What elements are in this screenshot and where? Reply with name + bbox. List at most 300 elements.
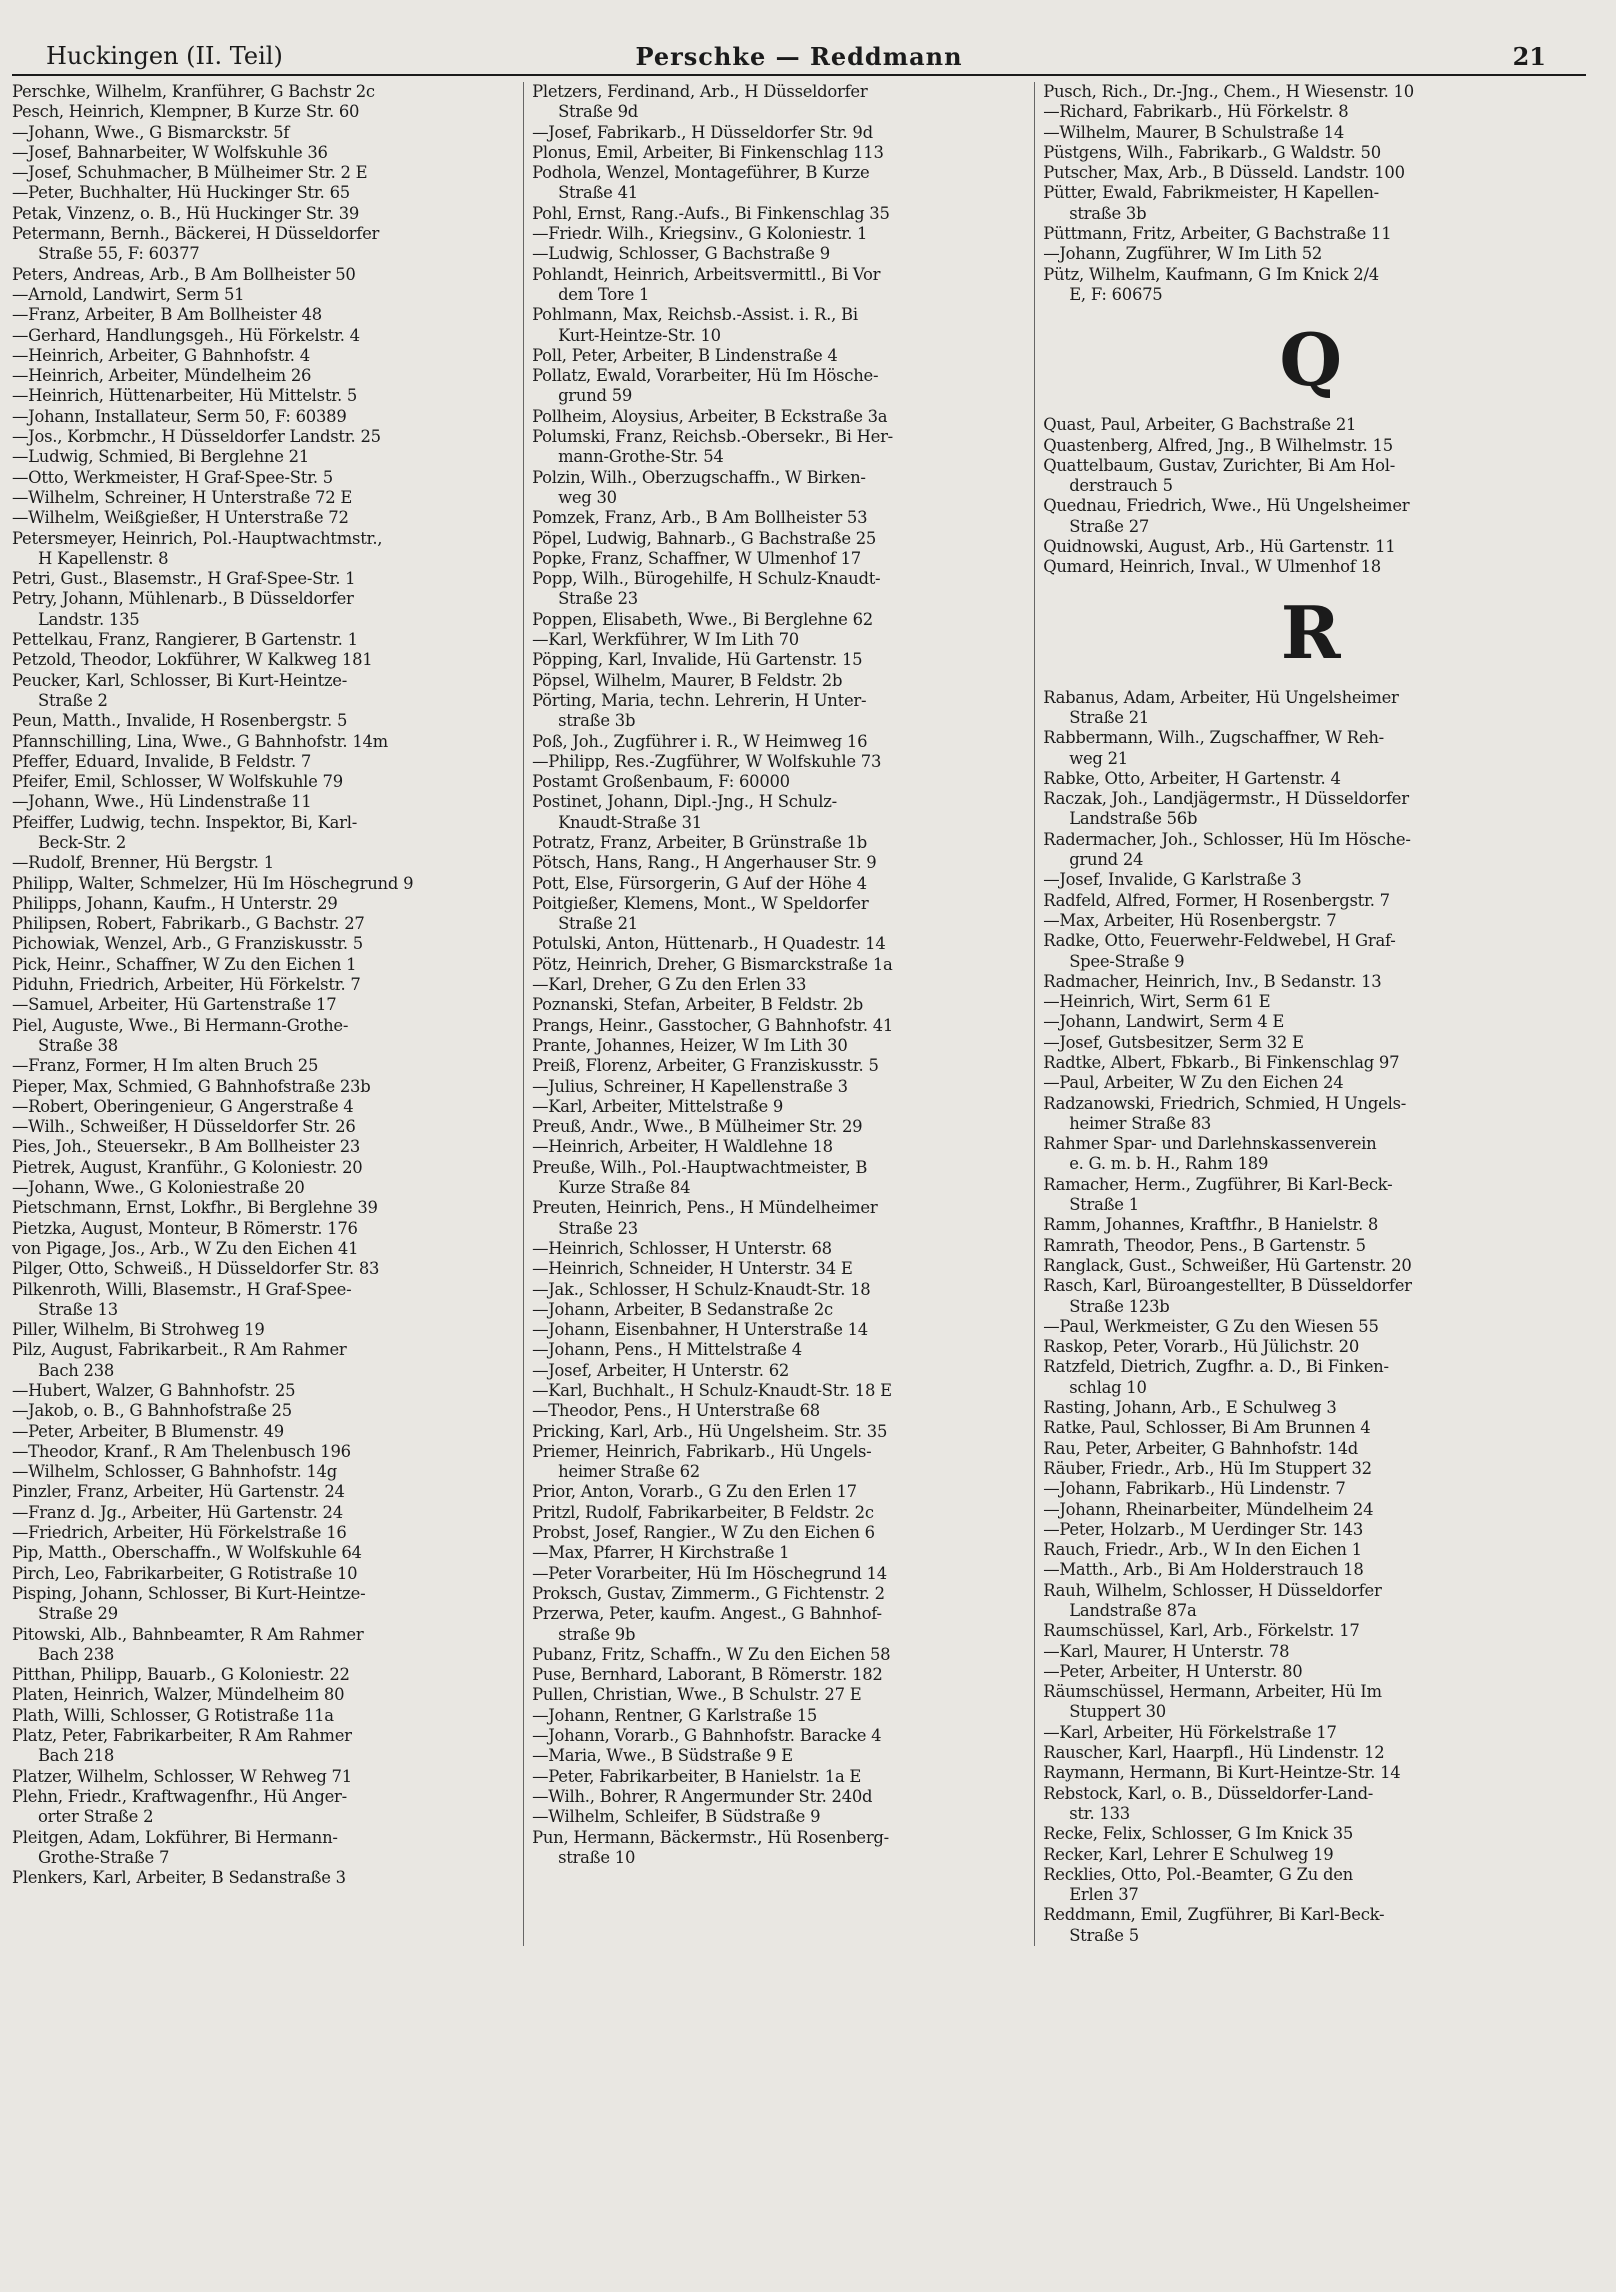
directory-entry: [532, 1401, 1026, 1421]
directory-entry: [532, 610, 1026, 630]
entry-continuation: straße 9b: [558, 1624, 636, 1644]
entry-line: —Jak., Schlosser, H Schulz-Knaudt-Str. 18: [532, 1279, 871, 1299]
directory-entry: [1043, 143, 1578, 163]
entry-line: Pies, Joh., Steuersekr., B Am Bollheister 23: [12, 1137, 361, 1157]
directory-entry: [12, 1828, 515, 1869]
page-number: 21: [1512, 42, 1546, 71]
entry-continuation: schlag 10: [1069, 1377, 1147, 1397]
entry-line: Philipp, Walter, Schmelzer, Hü Im Höschegrund 9: [12, 873, 414, 893]
entry-continuation: mann-Grothe-Str. 54: [558, 447, 724, 467]
entry-line: Pöpping, Karl, Invalide, Hü Gartenstr. 15: [532, 650, 863, 670]
entry-line: Pomzek, Franz, Arb., B Am Bollheister 53: [532, 508, 868, 528]
entry-line: Pietzka, August, Monteur, B Römerstr. 176: [12, 1218, 358, 1238]
directory-entry: [532, 833, 1026, 853]
directory-entry: [12, 934, 515, 954]
entry-line: —Heinrich, Arbeiter, H Waldlehne 18: [532, 1137, 833, 1157]
entry-line: —Wilhelm, Schleifer, B Südstraße 9: [532, 1807, 821, 1827]
directory-entry: [12, 488, 515, 508]
directory-entry: [532, 1097, 1026, 1117]
entry-continuation: Straße 1: [1069, 1195, 1139, 1215]
entry-continuation: Grothe-Straße 7: [38, 1847, 170, 1867]
entry-line: —Friedr. Wilh., Kriegsinv., G Koloniestr. 1: [532, 224, 868, 244]
entry-line: —Rudolf, Brenner, Hü Bergstr. 1: [12, 853, 274, 873]
running-head-left: Huckingen (II. Teil): [46, 42, 283, 70]
directory-entry: [532, 529, 1026, 549]
directory-entry: [532, 549, 1026, 569]
entry-line: Quastenberg, Alfred, Jng., B Wilhelmstr. 15: [1043, 435, 1393, 455]
directory-entry: [12, 1016, 515, 1057]
directory-entry: [12, 82, 515, 102]
entry-line: Ramacher, Herm., Zugführer, Bi Karl-Beck-: [1043, 1174, 1393, 1194]
entry-continuation: Erlen 37: [1069, 1885, 1139, 1905]
entry-line: Pun, Hermann, Bäckermstr., Hü Rosenberg-: [532, 1827, 889, 1847]
entry-line: Rasting, Johann, Arb., E Schulweg 3: [1043, 1398, 1337, 1418]
entry-line: Potulski, Anton, Hüttenarb., H Quadestr. 14: [532, 934, 886, 954]
entry-continuation: Straße 13: [38, 1299, 118, 1319]
directory-entry: [1043, 1560, 1578, 1580]
entry-line: Pesch, Heinrich, Klempner, B Kurze Str. 60: [12, 102, 360, 122]
entry-line: —Paul, Arbeiter, W Zu den Eichen 24: [1043, 1073, 1344, 1093]
entry-line: Ratzfeld, Dietrich, Zugfhr. a. D., Bi Finken-: [1043, 1357, 1389, 1377]
entry-continuation: Straße 23: [558, 589, 638, 609]
entry-line: Raumschüssel, Karl, Arb., Förkelstr. 17: [1043, 1621, 1360, 1641]
directory-entry: [12, 204, 515, 224]
entry-line: Petermann, Bernh., Bäckerei, H Düsseldorfer: [12, 224, 380, 244]
directory-entry: [12, 1665, 515, 1685]
directory-entry: [532, 1280, 1026, 1300]
directory-entry: [12, 874, 515, 894]
directory-entry: [12, 1503, 515, 1523]
directory-entry: [532, 569, 1026, 610]
entry-line: —Otto, Werkmeister, H Graf-Spee-Str. 5: [12, 467, 333, 487]
directory-entry: [532, 792, 1026, 833]
entry-line: —Theodor, Kranf., R Am Thelenbusch 196: [12, 1441, 351, 1461]
directory-entry: [1043, 1784, 1578, 1825]
directory-entry: [12, 1381, 515, 1401]
directory-entry: [12, 975, 515, 995]
directory-entry: [1043, 1642, 1578, 1662]
entry-continuation: Spee-Straße 9: [1069, 951, 1185, 971]
directory-entry: [532, 1523, 1026, 1543]
entry-line: Rauscher, Karl, Haarpfl., Hü Lindenstr. 12: [1043, 1743, 1385, 1763]
entry-line: —Josef, Schuhmacher, B Mülheimer Str. 2 E: [12, 163, 368, 183]
entry-line: Pullen, Christian, Wwe., B Schulstr. 27 E: [532, 1685, 862, 1705]
entry-line: Philipsen, Robert, Fabrikarb., G Bachstr. 27: [12, 914, 365, 934]
directory-entry: [12, 650, 515, 670]
directory-entry: [12, 1787, 515, 1828]
directory-entry: [12, 1442, 515, 1462]
directory-entry: [532, 468, 1026, 509]
entry-line: Piduhn, Friedrich, Arbeiter, Hü Förkelstr. 7: [12, 975, 361, 995]
directory-entry: [12, 447, 515, 467]
entry-line: Quast, Paul, Arbeiter, G Bachstraße 21: [1043, 415, 1357, 435]
entry-line: Pötsch, Hans, Rang., H Angerhauser Str. 9: [532, 853, 877, 873]
directory-entry: [532, 1300, 1026, 1320]
directory-entry: [532, 1056, 1026, 1076]
entry-line: Rauch, Friedr., Arb., W In den Eichen 1: [1043, 1540, 1362, 1560]
directory-entry: [12, 1543, 515, 1563]
entry-line: Reddmann, Emil, Zugführer, Bi Karl-Beck-: [1043, 1905, 1385, 1925]
directory-entry: [532, 82, 1026, 123]
directory-entry: [1043, 415, 1578, 435]
entry-line: —Paul, Werkmeister, G Zu den Wiesen 55: [1043, 1316, 1379, 1336]
entry-line: Pleitgen, Adam, Lokführer, Bi Hermann-: [12, 1827, 338, 1847]
directory-entry: [12, 1340, 515, 1381]
directory-entry: [12, 183, 515, 203]
directory-entry: [1043, 870, 1578, 890]
directory-entry: [532, 508, 1026, 528]
entry-line: Pip, Matth., Oberschaffn., W Wolfskuhle 64: [12, 1543, 362, 1563]
entry-continuation: Straße 5: [1069, 1925, 1139, 1945]
entry-line: Recklies, Otto, Pol.-Beamter, G Zu den: [1043, 1864, 1353, 1884]
entry-line: Philipps, Johann, Kaufm., H Unterstr. 29: [12, 893, 338, 913]
column-2: [523, 82, 1035, 1946]
entry-line: Pott, Else, Fürsorgerin, G Auf der Höhe 4: [532, 873, 867, 893]
entry-continuation: Straße 38: [38, 1035, 118, 1055]
directory-entry: [532, 1726, 1026, 1746]
directory-entry: [1043, 1581, 1578, 1622]
entry-line: Petri, Gust., Blasemstr., H Graf-Spee-Str. 1: [12, 569, 356, 589]
directory-entry: [1043, 456, 1578, 497]
entry-line: Radermacher, Joh., Schlosser, Hü Im Hösche-: [1043, 829, 1411, 849]
entry-line: —Johann, Rheinarbeiter, Mündelheim 24: [1043, 1499, 1374, 1519]
entry-line: Pitowski, Alb., Bahnbeamter, R Am Rahmer: [12, 1624, 364, 1644]
entry-line: Ranglack, Gust., Schweißer, Hü Gartenstr. 20: [1043, 1255, 1412, 1275]
entry-line: Pfannschilling, Lina, Wwe., G Bahnhofstr. 14m: [12, 731, 388, 751]
entry-line: Rauh, Wilhelm, Schlosser, H Düsseldorfer: [1043, 1580, 1382, 1600]
entry-line: Quidnowski, August, Arb., Hü Gartenstr. 11: [1043, 537, 1396, 557]
directory-entry: [532, 346, 1026, 366]
directory-entry: [12, 163, 515, 183]
directory-entry: [12, 1584, 515, 1625]
entry-line: Poitgießer, Klemens, Mont., W Speldorfer: [532, 893, 869, 913]
entry-line: —Johann, Vorarb., G Bahnhofstr. Baracke 4: [532, 1726, 882, 1746]
directory-entry: [532, 1665, 1026, 1685]
directory-entry: [12, 123, 515, 143]
directory-entry: [532, 1442, 1026, 1483]
directory-entry: [532, 1077, 1026, 1097]
entry-continuation: Straße 123b: [1069, 1296, 1170, 1316]
directory-entry: [532, 1584, 1026, 1604]
entry-line: Ramrath, Theodor, Pens., B Gartenstr. 5: [1043, 1235, 1366, 1255]
directory-entry: [532, 244, 1026, 264]
directory-entry: [12, 1259, 515, 1279]
entry-line: —Gerhard, Handlungsgeh., Hü Förkelstr. 4: [12, 325, 360, 345]
directory-entry: [1043, 992, 1578, 1012]
entry-line: Piller, Wilhelm, Bi Strohweg 19: [12, 1320, 265, 1340]
entry-continuation: dem Tore 1: [558, 284, 650, 304]
entry-line: —Peter, Buchhalter, Hü Huckinger Str. 65: [12, 183, 350, 203]
directory-entry: [532, 123, 1026, 143]
entry-line: Postamt Großenbaum, F: 60000: [532, 772, 790, 792]
entry-line: Rabbermann, Wilh., Zugschaffner, W Reh-: [1043, 728, 1384, 748]
entry-continuation: Straße 21: [558, 914, 638, 934]
entry-continuation: Straße 21: [1069, 707, 1150, 727]
entry-line: —Wilh., Bohrer, R Angermunder Str. 240d: [532, 1786, 873, 1806]
directory-entry: [1043, 1236, 1578, 1256]
entry-continuation: H Kapellenstr. 8: [38, 548, 169, 568]
directory-entry: [12, 102, 515, 122]
entry-line: Popp, Wilh., Bürogehilfe, H Schulz-Knaudt-: [532, 569, 881, 589]
entry-line: —Maria, Wwe., B Südstraße 9 E: [532, 1746, 793, 1766]
entry-line: Pohl, Ernst, Rang.-Aufs., Bi Finkenschlag 35: [532, 203, 890, 223]
entry-line: —Heinrich, Hüttenarbeiter, Hü Mittelstr. 5: [12, 386, 358, 406]
directory-entry: [532, 1807, 1026, 1827]
entry-line: —Johann, Fabrikarb., Hü Lindenstr. 7: [1043, 1479, 1346, 1499]
directory-entry: [12, 711, 515, 731]
entry-line: Prante, Johannes, Heizer, W Im Lith 30: [532, 1035, 848, 1055]
directory-entry: [532, 204, 1026, 224]
entry-line: Pfeifer, Emil, Schlosser, W Wolfskuhle 79: [12, 772, 343, 792]
entry-line: Quednau, Friedrich, Wwe., Hü Ungelsheimer: [1043, 496, 1410, 516]
directory-entry: [12, 1706, 515, 1726]
entry-line: Radtke, Albert, Fbkarb., Bi Finkenschlag 97: [1043, 1052, 1400, 1072]
entry-line: Radmacher, Heinrich, Inv., B Sedanstr. 13: [1043, 971, 1382, 991]
directory-entry: [1043, 830, 1578, 871]
directory-entry: [1043, 1418, 1578, 1438]
entry-line: Polzin, Wilh., Oberzugschaffn., W Birken-: [532, 467, 866, 487]
entry-line: —Theodor, Pens., H Unterstraße 68: [532, 1401, 820, 1421]
entry-line: —Arnold, Landwirt, Serm 51: [12, 284, 245, 304]
entry-line: Räuber, Friedr., Arb., Hü Im Stuppert 32: [1043, 1458, 1372, 1478]
running-head-center: Perschke — Reddmann: [635, 42, 963, 71]
entry-line: Platen, Heinrich, Walzer, Mündelheim 80: [12, 1685, 345, 1705]
directory-entry: [12, 468, 515, 488]
directory-entry: [532, 1767, 1026, 1787]
entry-line: Perschke, Wilhelm, Kranführer, G Bachstr 2c: [12, 82, 375, 101]
directory-entry: [1043, 1479, 1578, 1499]
directory-entry: [1043, 1520, 1578, 1540]
directory-entry: [1043, 1763, 1578, 1783]
entry-line: Plath, Willi, Schlosser, G Rotistraße 11a: [12, 1705, 334, 1725]
directory-entry: [12, 508, 515, 528]
entry-line: Recke, Felix, Schlosser, G Im Knick 35: [1043, 1824, 1354, 1844]
directory-entry: [1043, 1398, 1578, 1418]
directory-entry: [1043, 436, 1578, 456]
directory-entry: [12, 1726, 515, 1767]
directory-entry: [1043, 1439, 1578, 1459]
entry-line: Pisping, Johann, Schlosser, Bi Kurt-Heintze-: [12, 1583, 366, 1603]
entry-line: —Friedrich, Arbeiter, Hü Förkelstraße 16: [12, 1523, 347, 1543]
directory-entry: [1043, 1033, 1578, 1053]
entry-continuation: straße 10: [558, 1847, 636, 1867]
directory-entry: [532, 366, 1026, 407]
directory-entry: [532, 853, 1026, 873]
entry-line: —Matth., Arb., Bi Am Holderstrauch 18: [1043, 1560, 1364, 1580]
entry-line: Petak, Vinzenz, o. B., Hü Huckinger Str. 39: [12, 203, 360, 223]
directory-entry: [1043, 265, 1578, 306]
entry-line: Preiß, Florenz, Arbeiter, G Franziskusstr. 5: [532, 1056, 879, 1076]
directory-entry: [532, 1503, 1026, 1523]
entry-continuation: Straße 23: [558, 1218, 638, 1238]
entry-line: Plenkers, Karl, Arbeiter, B Sedanstraße 3: [12, 1868, 346, 1888]
directory-entry: [1043, 1723, 1578, 1743]
directory-entry: [1043, 1094, 1578, 1135]
directory-entry: [532, 1158, 1026, 1199]
entry-line: —Heinrich, Arbeiter, G Bahnhofstr. 4: [12, 345, 310, 365]
entry-line: Prangs, Heinr., Gasstocher, G Bahnhofstr. 41: [532, 1015, 894, 1035]
directory-entry: [532, 772, 1026, 792]
column-3: [1035, 82, 1586, 1946]
directory-entry: [532, 1361, 1026, 1381]
directory-entry: [532, 995, 1026, 1015]
entry-line: Pilz, August, Fabrikarbeit., R Am Rahmer: [12, 1340, 347, 1360]
directory-entry: [532, 163, 1026, 204]
entry-line: Poll, Peter, Arbeiter, B Lindenstraße 4: [532, 345, 838, 365]
directory-entry: [532, 732, 1026, 752]
directory-entry: [1043, 1317, 1578, 1337]
entry-line: Postinet, Johann, Dipl.-Jng., H Schulz-: [532, 792, 837, 812]
directory-entry: [1043, 1865, 1578, 1906]
entry-line: Rabanus, Adam, Arbeiter, Hü Ungelsheimer: [1043, 687, 1399, 707]
directory-entry: [12, 326, 515, 346]
entry-line: Pritzl, Rudolf, Fabrikarbeiter, B Feldstr. 2c: [532, 1502, 874, 1522]
entry-line: —Johann, Rentner, G Karlstraße 15: [532, 1705, 818, 1725]
directory-entry: [1043, 1682, 1578, 1723]
entry-line: Polumski, Franz, Reichsb.-Obersekr., Bi Her-: [532, 427, 893, 447]
directory-entry: [12, 853, 515, 873]
directory-entry: [12, 265, 515, 285]
entry-line: Raymann, Hermann, Bi Kurt-Heintze-Str. 14: [1043, 1763, 1401, 1783]
directory-entry: [12, 1462, 515, 1482]
entry-continuation: Straße 2: [38, 690, 108, 710]
entry-line: —Robert, Oberingenieur, G Angerstraße 4: [12, 1096, 354, 1116]
directory-entry: [12, 630, 515, 650]
directory-entry: [12, 1280, 515, 1321]
entry-continuation: straße 3b: [1069, 203, 1147, 223]
entry-line: —Jos., Korbmchr., H Düsseldorfer Landstr. 25: [12, 427, 381, 447]
directory-entry: [1043, 1134, 1578, 1175]
directory-entry: [12, 224, 515, 265]
directory-entry: [532, 894, 1026, 935]
entry-line: Rabke, Otto, Arbeiter, H Gartenstr. 4: [1043, 768, 1341, 788]
entry-line: Quattelbaum, Gustav, Zurichter, Bi Am Hol-: [1043, 455, 1396, 475]
entry-line: Puse, Bernhard, Laborant, B Römerstr. 182: [532, 1665, 883, 1685]
entry-line: —Wilhelm, Schlosser, G Bahnhofstr. 14g: [12, 1462, 337, 1482]
directory-entry: [12, 1320, 515, 1340]
entry-line: Pietschmann, Ernst, Lokfhr., Bi Berglehne 39: [12, 1198, 378, 1218]
directory-entry: [1043, 728, 1578, 769]
entry-line: Priemer, Heinrich, Fabrikarb., Hü Ungels-: [532, 1441, 872, 1461]
directory-entry: [1043, 1743, 1578, 1763]
directory-entry: [1043, 769, 1578, 789]
entry-line: —Max, Pfarrer, H Kirchstraße 1: [532, 1543, 790, 1563]
entry-line: —Ludwig, Schlosser, G Bachstraße 9: [532, 244, 830, 264]
entry-line: Pfeiffer, Ludwig, techn. Inspektor, Bi, Karl-: [12, 812, 358, 832]
entry-continuation: str. 133: [1069, 1803, 1130, 1823]
directory-entry: [12, 1158, 515, 1178]
directory-entry: [12, 1117, 515, 1137]
directory-entry: [532, 752, 1026, 772]
directory-entry: [1043, 244, 1578, 264]
directory-entry: [532, 1422, 1026, 1442]
directory-entry: [12, 1056, 515, 1076]
section-letter: Q: [1279, 317, 1342, 403]
entry-line: Platz, Peter, Fabrikarbeiter, R Am Rahmer: [12, 1726, 352, 1746]
directory-entry: [1043, 102, 1578, 122]
entry-line: Raskop, Peter, Vorarb., Hü Jülichstr. 20: [1043, 1337, 1360, 1357]
entry-continuation: Stuppert 30: [1069, 1702, 1166, 1722]
entry-line: Pilger, Otto, Schweiß., H Düsseldorfer Str. 83: [12, 1259, 380, 1279]
entry-continuation: Bach 238: [38, 1360, 115, 1380]
entry-line: —Josef, Bahnarbeiter, W Wolfskuhle 36: [12, 142, 328, 162]
entry-line: Pütter, Ewald, Fabrikmeister, H Kapellen-: [1043, 183, 1379, 203]
entry-line: —Johann, Landwirt, Serm 4 E: [1043, 1012, 1285, 1032]
entry-line: —Wilhelm, Maurer, B Schulstraße 14: [1043, 122, 1345, 142]
entry-line: Prior, Anton, Vorarb., G Zu den Erlen 17: [532, 1482, 857, 1502]
directory-entry: [12, 366, 515, 386]
directory-entry: [1043, 82, 1578, 102]
directory-entry: [12, 1137, 515, 1157]
entry-line: Pötz, Heinrich, Dreher, G Bismarckstraße 1a: [532, 954, 893, 974]
entry-line: —Hubert, Walzer, G Bahnhofstr. 25: [12, 1381, 296, 1400]
directory-entry: [532, 975, 1026, 995]
directory-entry: [12, 813, 515, 854]
directory-entry: [1043, 1662, 1578, 1682]
directory-entry: [12, 1868, 515, 1888]
directory-entry: [1043, 1500, 1578, 1520]
directory-entry: [1043, 688, 1578, 729]
entry-line: Plehn, Friedr., Kraftwagenfhr., Hü Anger-: [12, 1786, 347, 1806]
directory-entry: [1043, 1175, 1578, 1216]
directory-entry: [532, 143, 1026, 163]
entry-continuation: Kurt-Heintze-Str. 10: [558, 325, 721, 345]
directory-entry: [1043, 1012, 1578, 1032]
directory-entry: [532, 427, 1026, 468]
directory-entry: [532, 1685, 1026, 1705]
entry-line: —Josef, Invalide, G Karlstraße 3: [1043, 870, 1302, 890]
directory-entry: [532, 305, 1026, 346]
column-1: [12, 82, 523, 1946]
entry-line: —Peter Vorarbeiter, Hü Im Höschegrund 14: [532, 1563, 887, 1583]
directory-entry: [532, 1482, 1026, 1502]
directory-entry: [1043, 1357, 1578, 1398]
directory-entry: [532, 691, 1026, 732]
columns: [12, 82, 1586, 1946]
entry-line: Pick, Heinr., Schaffner, W Zu den Eichen 1: [12, 954, 357, 974]
directory-entry: [12, 671, 515, 712]
directory-entry: [532, 1239, 1026, 1259]
directory-entry: [1043, 224, 1578, 244]
directory-entry: [532, 1320, 1026, 1340]
directory-entry: [12, 1219, 515, 1239]
directory-entry: [12, 1239, 515, 1259]
entry-line: —Heinrich, Schneider, H Unterstr. 34 E: [532, 1259, 853, 1279]
entry-line: —Samuel, Arbeiter, Hü Gartenstraße 17: [12, 995, 337, 1015]
directory-entry: [1043, 496, 1578, 537]
directory-entry: [1043, 1337, 1578, 1357]
page-header: [12, 40, 1586, 76]
entry-continuation: Landstr. 135: [38, 609, 140, 629]
entry-line: —Franz, Former, H Im alten Bruch 25: [12, 1056, 319, 1076]
entry-line: Pilkenroth, Willi, Blasemstr., H Graf-Spee-: [12, 1279, 352, 1299]
directory-entry: [12, 569, 515, 589]
entry-line: Preuten, Heinrich, Pens., H Mündelheimer: [532, 1198, 878, 1218]
entry-line: Püttmann, Fritz, Arbeiter, G Bachstraße 11: [1043, 224, 1392, 244]
directory-entry: [532, 1036, 1026, 1056]
entry-continuation: grund 59: [558, 386, 633, 406]
entry-line: —Karl, Arbeiter, Mittelstraße 9: [532, 1096, 784, 1116]
directory-entry: [12, 1097, 515, 1117]
entry-continuation: Bach 238: [38, 1644, 115, 1664]
entry-line: Radzanowski, Friedrich, Schmied, H Ungels-: [1043, 1093, 1407, 1113]
entry-line: Plonus, Emil, Arbeiter, Bi Finkenschlag 113: [532, 142, 884, 162]
entry-line: Pietrek, August, Kranführ., G Koloniestr. 20: [12, 1157, 363, 1177]
entry-continuation: Kurze Straße 84: [558, 1178, 691, 1198]
directory-entry: [1043, 1621, 1578, 1641]
entry-line: Pollatz, Ewald, Vorarbeiter, Hü Im Hösche-: [532, 366, 879, 386]
directory-entry: [532, 1604, 1026, 1645]
